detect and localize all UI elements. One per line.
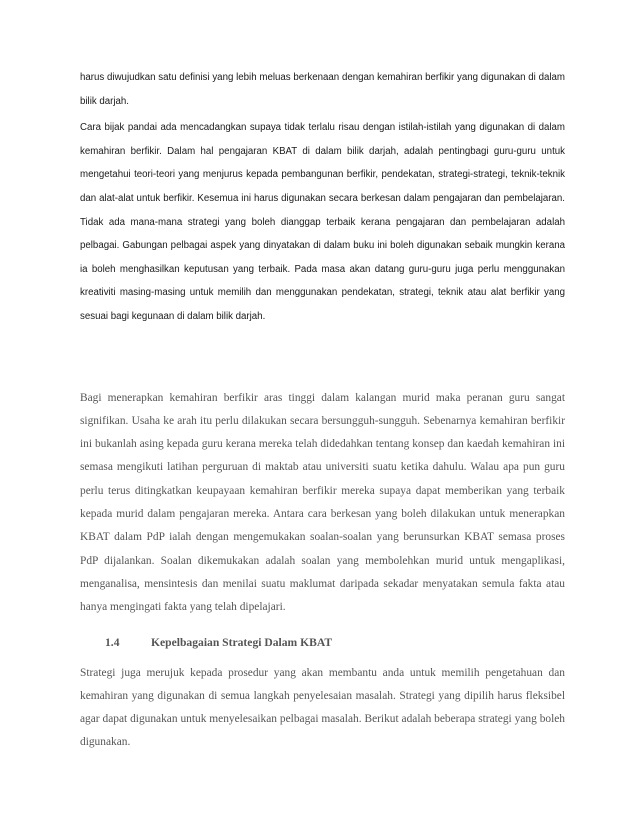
paragraph-4: Strategi juga merujuk kepada prosedur yang akan membantu anda untuk memilih pengetahuan dan kemahiran yang digunakan di semua langkah penyelesaian masalah. Strategi yang dipilih harus fleksibel agar dapat digunakan untuk menyelesaikan pelbagai masalah. Berikut adalah beberapa strategi yang boleh digunakan. [80,666,565,749]
paragraph-1: harus diwujudkan satu definisi yang lebih meluas berkenaan dengan kemahiran berfikir yang digunakan di dalam bilik darjah. [80,72,565,107]
section-heading [80,634,565,652]
paragraph-3: Bagi menerapkan kemahiran berfikir aras tinggi dalam kalangan murid maka peranan guru sangat signifikan. Usaha ke arah itu perlu dilakukan secara bersungguh-sungguh. Sebenarnya kemahiran berfikir ini bukanlah asing kepada guru kerana mereka telah didedahkan tentang konsep dan kaedah kemahiran ini semasa mengikuti latihan perguruan di maktab atau universiti suatu ketika dahulu. Walau apa pun guru perlu terus ditingkatkan keupayaan kemahiran berfikir mereka supaya dapat memberikan yang terbaik kepada murid dalam pengajaran mereka. Antara cara berkesan yang boleh dilakukan untuk menerapkan KBAT dalam PdP ialah dengan mengemukakan soalan-soalan yang berunsurkan KBAT semasa proses PdP dijalankan. Soalan dikemukakan adalah soalan yang membolehkan murid untuk mengaplikasi, menganalisa, mensintesis dan menilai suatu maklumat daripada sekadar menyatakan semula fakta atau hanya mengingati fakta yang telah dipelajari. [80,391,565,614]
section-number: 1.4 [105,635,120,649]
paragraph-2: Cara bijak pandai ada mencadangkan supaya tidak terlalu risau dengan istilah-istilah yang digunakan di dalam kemahiran berfikir. Dalam hal pengajaran KBAT di dalam bilik darjah, adalah pentingbagi guru-guru untuk mengetahui teori-teori yang menjurus kepada pembangunan berfikir, pendekatan, strategi-strategi, teknik-teknik dan alat-alat untuk berfikir. Kesemua ini harus digunakan secara berkesan dalam pengajaran dan pembelajaran. Tidak ada mana-mana strategi yang boleh dianggap terbaik kerana pengajaran dan pembelajaran adalah pelbagai. Gabungan pelbagai aspek yang dinyatakan di dalam buku ini boleh digunakan sebaik mungkin kerana ia boleh menghasilkan keputusan yang terbaik. Pada masa akan datang guru-guru juga perlu menggunakan kreativiti masing-masing untuk memilih dan menggunakan pendekatan, strategi, teknik atau alat berfikir yang sesuai bagi kegunaan di dalam bilik darjah. [80,122,565,322]
document-page [80,66,565,755]
section-title: Kepelbagaian Strategi Dalam KBAT [151,635,333,649]
